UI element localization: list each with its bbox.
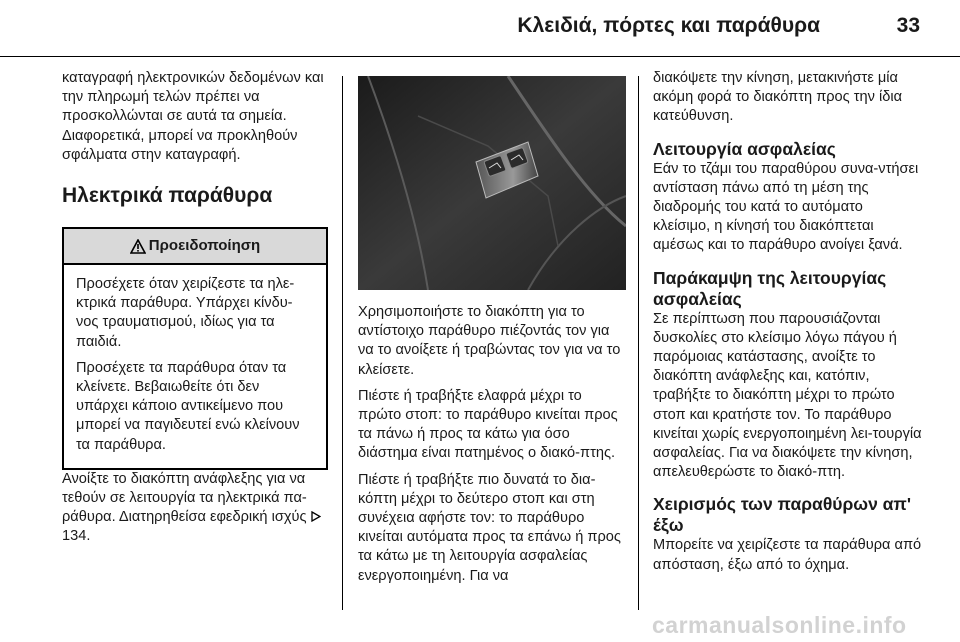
- column-3: [653, 69, 923, 582]
- heading-remote-operation: Χειρισμός των παραθύρων απ' έξω: [653, 494, 911, 536]
- first-stop-paragraph: Πιέστε ή τραβήξτε ελαφρά μέχρι το πρώτο στοπ: το παράθυρο κινείται προς τα πάνω ή προς τα κάτω για όσο διάστημα είναι πατημένος ο διακό-πτης.: [358, 387, 618, 462]
- column-divider-right: [638, 76, 639, 610]
- page-reference-icon: [311, 511, 321, 522]
- warning-triangle-icon: [130, 239, 146, 254]
- warning-body: [64, 265, 326, 468]
- window-switch-illustration: [358, 76, 626, 290]
- warning-title: Προειδοποίηση: [148, 237, 261, 255]
- column-divider-left: [342, 76, 343, 610]
- warning-box: [62, 227, 328, 470]
- page-reference-number: 134.: [62, 528, 91, 545]
- window-switch-photo: [358, 76, 626, 290]
- page-number: 33: [896, 14, 920, 37]
- switch-usage-paragraph: Χρησιμοποιήστε το διακόπτη για το αντίστοιχο παράθυρο πιέζοντάς τον για να το ανοίξετε ή τραβώντας τον για να το κλείσετε.: [358, 304, 621, 378]
- safety-function-paragraph: Εάν το τζάμι του παραθύρου συνα-ντήσει αντίσταση πάνω από τη μέση της διαδρομής του κατά το αυτόματο κλείσιμο, η κίνησή του διακόπτεται αμέσως και το παράθυρο ανοίγει ξανά.: [653, 160, 919, 254]
- page-header-title: Κλειδιά, πόρτες και παράθυρα: [517, 14, 820, 37]
- second-stop-paragraph: Πιέστε ή τραβήξτε πιο δυνατά το δια-κόπτη μέχρι το δεύτερο στοπ και στη συνέχεια αφήστε τον: το παράθυρο κινείται αυτόματα προς τα επάνω ή προς τα κάτω με τη λειτουργία ασφαλείας ενεργοποιημένη. Για να: [358, 471, 621, 584]
- ignition-text: Ανοίξτε το διακόπτη ανάφλεξης για να τεθούν σε λειτουργία τα ηλεκτρικά πα-ράθυρα. Διατηρηθείσα εφεδρική ισχύς: [62, 470, 307, 526]
- warning-paragraph-2: Προσέχετε τα παράθυρα όταν τα κλείνετε. Βεβαιωθείτε ότι δεν υπάρχει κάποιο αντικείμενο που μπορεί να παγιδευτεί ενώ κλείνουν τα παράθυρα.: [76, 359, 300, 453]
- heading-safety-function: Λειτουργία ασφαλείας: [653, 138, 836, 159]
- override-paragraph: Σε περίπτωση που παρουσιάζονται δυσκολίες στο κλείσιμο λόγω πάγου ή παρόμοιας κατάστασης, ανοίξτε το διακόπτη ανάφλεξης και, κατόπιν, τραβήξτε το διακόπτη μέχρι το πρώτο στοπ και κρατήστε τον. Το παράθυρο κινείται χωρίς ενεργοποιημένη λει-τουργία ασφαλείας. Για να διακόψετε την κίνηση, απελευθερώστε το διακό-πτη.: [653, 310, 922, 481]
- heading-override-safety: Παράκαμψη της λειτουργίας ασφαλείας: [653, 267, 887, 309]
- column-1: [62, 69, 328, 554]
- continued-paragraph: διακόψετε την κίνηση, μετακινήστε μία ακόμη φορά το διακόπτη προς την ίδια κατεύθυνση.: [653, 70, 903, 125]
- warning-paragraph-1: Προσέχετε όταν χειρίζεστε τα ηλε-κτρικά παράθυρα. Υπάρχει κίνδυ-νος τραυματισμού, ιδίως για τα παιδιά.: [76, 276, 295, 350]
- ignition-paragraph: [62, 470, 328, 547]
- intro-paragraph: καταγραφή ηλεκτρονικών δεδομένων και την πληρωμή τελών πρέπει να προσκολλώνται σε αυτά τα σημεία. Διαφορετικά, μπορεί να προκληθούν σφάλματα στην καταγραφή.: [62, 70, 324, 163]
- watermark: carmanualsonline.info: [652, 612, 907, 638]
- section-heading-power-windows: Ηλεκτρικά παράθυρα: [62, 184, 273, 208]
- column-2: [358, 303, 626, 593]
- warning-header: [64, 229, 326, 265]
- header-rule: [0, 56, 960, 57]
- remote-operation-paragraph: Μπορείτε να χειρίζεστε τα παράθυρα από απόσταση, έξω από το όχημα.: [653, 537, 922, 573]
